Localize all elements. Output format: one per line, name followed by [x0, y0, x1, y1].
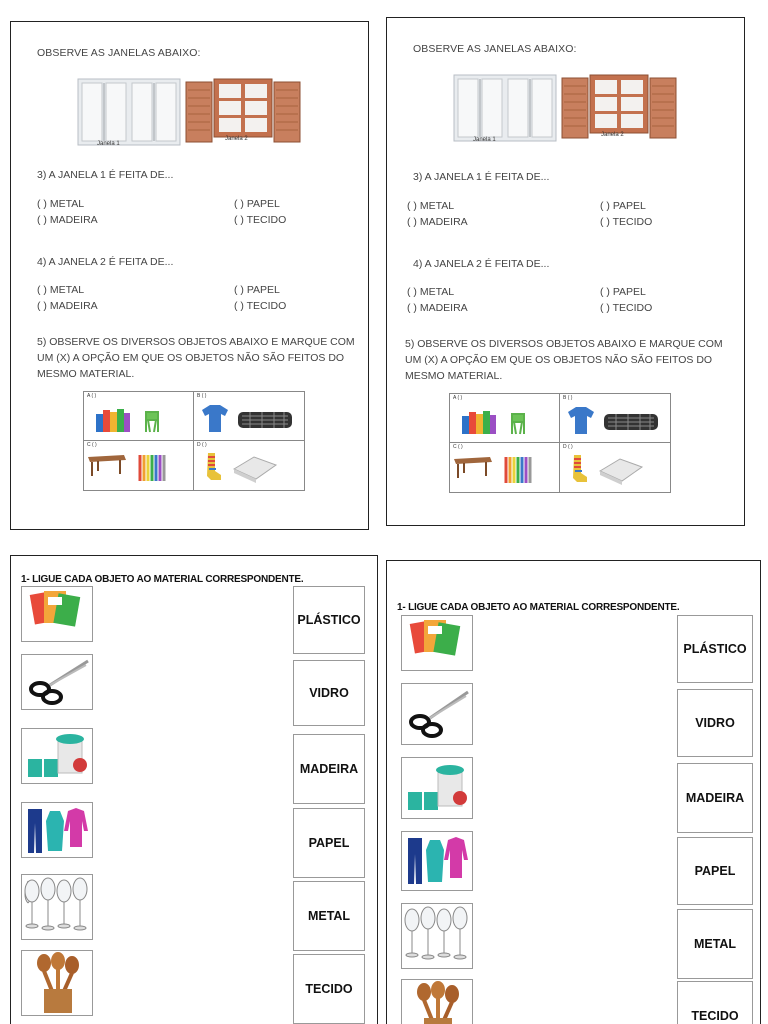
object-wooden-utensils[interactable] [401, 979, 473, 1024]
q3-option-metal[interactable]: ( ) METAL [407, 200, 455, 212]
q3-option-tecido[interactable]: ( ) TECIDO [600, 216, 653, 228]
wine-glasses-icon [402, 904, 472, 968]
grid-cell-b[interactable] [560, 394, 670, 443]
material-box-tecido[interactable]: TECIDO [293, 954, 365, 1024]
q4-option-papel[interactable]: ( ) PAPEL [600, 286, 646, 298]
object-books[interactable] [21, 586, 93, 642]
object-wooden-utensils[interactable] [21, 950, 93, 1016]
worksheet-title: OBSERVE AS JANELAS ABAIXO: [413, 43, 577, 55]
wine-glasses-icon [22, 875, 92, 939]
grid-cell-b[interactable] [194, 392, 304, 441]
sock-eraser-icon [194, 441, 302, 488]
worksheet-windows-left [10, 21, 369, 530]
table-pencils-icon [84, 441, 192, 488]
material-box-metal[interactable]: METAL [293, 881, 365, 951]
material-box-tecido[interactable]: TECIDO [677, 981, 753, 1024]
table-pencils-icon [450, 443, 558, 490]
clothes-icon [402, 832, 472, 890]
question-4: 4) A JANELA 2 É FEITA DE... [37, 256, 174, 268]
question-3: 3) A JANELA 1 É FEITA DE... [413, 171, 550, 183]
scissors-icon [22, 655, 92, 709]
window-1-image [77, 78, 181, 148]
q4-option-papel[interactable]: ( ) PAPEL [234, 284, 280, 296]
wooden-utensils-icon [22, 951, 92, 1015]
worksheet-materials-left [10, 555, 378, 1024]
cell-b-label: B ( ) [197, 393, 207, 399]
q4-option-tecido[interactable]: ( ) TECIDO [234, 300, 287, 312]
cell-a-label: A ( ) [87, 393, 97, 399]
material-box-madeira[interactable]: MADEIRA [293, 734, 365, 804]
q4-option-madeira[interactable]: ( ) MADEIRA [407, 302, 468, 314]
window-1-label: Janela 1 [473, 137, 496, 143]
material-box-madeira[interactable]: MADEIRA [677, 763, 753, 833]
material-box-vidro[interactable]: VIDRO [293, 660, 365, 726]
material-box-vidro[interactable]: VIDRO [677, 689, 753, 757]
question-5: 5) OBSERVE OS DIVERSOS OBJETOS ABAIXO E MARQUE COM UM (X) A OPÇÃO EM QUE OS OBJETOS NÃO SÃO FEITOS DO MESMO MATERIAL. [37, 336, 355, 380]
cell-c-label: C ( ) [87, 442, 97, 448]
material-box-papel[interactable]: PAPEL [677, 837, 753, 905]
scissors-icon [402, 684, 472, 744]
window-2-label: Janela 2 [225, 136, 248, 142]
object-wine-glasses[interactable] [401, 903, 473, 969]
objects-grid [83, 391, 305, 491]
q4-option-metal[interactable]: ( ) METAL [407, 286, 455, 298]
grid-cell-a[interactable] [84, 392, 194, 441]
grid-cell-d[interactable] [560, 443, 670, 492]
window-1-image [453, 74, 557, 144]
grid-cell-a[interactable] [450, 394, 560, 443]
q4-option-tecido[interactable]: ( ) TECIDO [600, 302, 653, 314]
clothes-icon [22, 803, 92, 857]
material-box-plastico[interactable]: PLÁSTICO [677, 615, 753, 683]
q4-option-metal[interactable]: ( ) METAL [37, 284, 85, 296]
object-plastic-containers[interactable] [401, 757, 473, 819]
object-clothes[interactable] [401, 831, 473, 891]
material-box-metal[interactable]: METAL [677, 909, 753, 979]
plastic-bottles-chair-icon [84, 392, 192, 439]
material-box-papel[interactable]: PAPEL [293, 808, 365, 878]
books-icon [22, 587, 92, 641]
grid-cell-c[interactable] [84, 441, 194, 490]
window-1-label: Janela 1 [97, 141, 120, 147]
worksheet-title: 1- LIGUE CADA OBJETO AO MATERIAL CORRESPONDENTE. [21, 574, 304, 585]
object-plastic-containers[interactable] [21, 728, 93, 784]
q3-option-madeira[interactable]: ( ) MADEIRA [407, 216, 468, 228]
question-5: 5) OBSERVE OS DIVERSOS OBJETOS ABAIXO E MARQUE COM UM (X) A OPÇÃO EM QUE OS OBJETOS NÃO SÃO FEITOS DO MESMO MATERIAL. [405, 338, 723, 382]
cell-b-label: B ( ) [563, 395, 573, 401]
cell-d-label: D ( ) [563, 444, 573, 450]
object-scissors[interactable] [21, 654, 93, 710]
cell-c-label: C ( ) [453, 444, 463, 450]
object-clothes[interactable] [21, 802, 93, 858]
shirt-blanket-icon [194, 392, 302, 439]
q3-option-tecido[interactable]: ( ) TECIDO [234, 214, 287, 226]
window-2-label: Janela 2 [601, 132, 624, 138]
grid-cell-d[interactable] [194, 441, 304, 490]
sock-eraser-icon [560, 443, 668, 490]
books-icon [402, 616, 472, 670]
shirt-blanket-icon [560, 394, 668, 441]
material-box-plastico[interactable]: PLÁSTICO [293, 586, 365, 654]
worksheet-windows-right [386, 17, 745, 526]
question-3: 3) A JANELA 1 É FEITA DE... [37, 169, 174, 181]
object-books[interactable] [401, 615, 473, 671]
object-wine-glasses[interactable] [21, 874, 93, 940]
object-scissors[interactable] [401, 683, 473, 745]
worksheet-materials-right [386, 560, 761, 1024]
q3-option-papel[interactable]: ( ) PAPEL [234, 198, 280, 210]
worksheet-title: OBSERVE AS JANELAS ABAIXO: [37, 47, 201, 59]
wooden-utensils-icon [402, 980, 472, 1024]
objects-grid [449, 393, 671, 493]
plastic-bottles-chair-icon [450, 394, 558, 441]
plastic-containers-icon [402, 758, 472, 818]
q4-option-madeira[interactable]: ( ) MADEIRA [37, 300, 98, 312]
worksheet-title: 1- LIGUE CADA OBJETO AO MATERIAL CORRESPONDENTE. [397, 602, 680, 613]
cell-d-label: D ( ) [197, 442, 207, 448]
q3-option-madeira[interactable]: ( ) MADEIRA [37, 214, 98, 226]
q3-option-metal[interactable]: ( ) METAL [37, 198, 85, 210]
cell-a-label: A ( ) [453, 395, 463, 401]
plastic-containers-icon [22, 729, 92, 783]
q3-option-papel[interactable]: ( ) PAPEL [600, 200, 646, 212]
grid-cell-c[interactable] [450, 443, 560, 492]
question-4: 4) A JANELA 2 É FEITA DE... [413, 258, 550, 270]
